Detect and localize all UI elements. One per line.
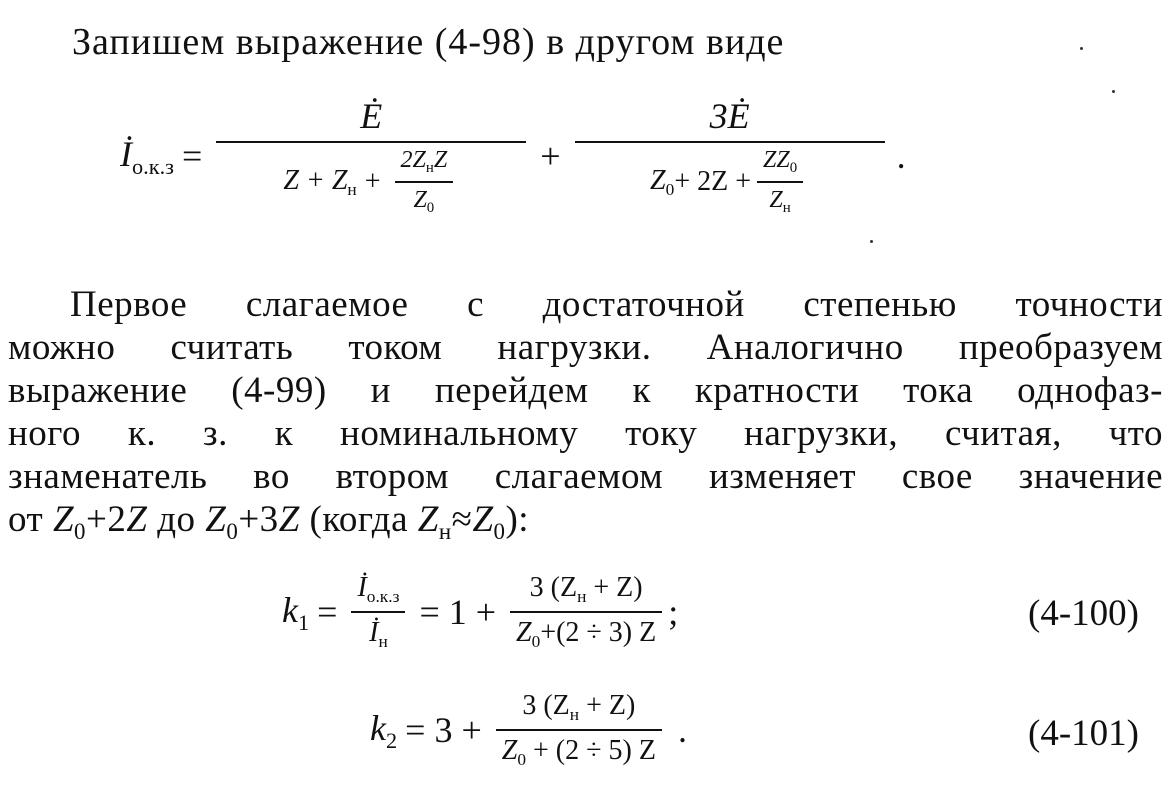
equation-1 bbox=[120, 95, 906, 217]
equation-1-end: . bbox=[896, 136, 906, 177]
k1-fraction: $\frac{3 (Z_н + Z)}{Z_0+(2 \div 3) Z}$ bbox=[510, 572, 662, 652]
equation-4-101: $k_2$ = 3 + $\frac{3 (Z_н + Z)}{Z_0 + (2 \div 5) Z}$ . bbox=[370, 690, 687, 770]
fraction-2-denominator: $Z_0$ + 2Z + $\frac{ZZ_0}{Z_н}$ bbox=[644, 143, 815, 217]
print-speck bbox=[1080, 47, 1083, 50]
paragraph-line: можно считать током нагрузки. Аналогично преобразуем bbox=[8, 327, 1163, 368]
equation-number-4-100: (4-100) bbox=[1028, 593, 1139, 634]
fraction-1-denominator: $Z + Z_н$ + $\frac{2Z_нZ}{Z_0}$ bbox=[277, 143, 465, 217]
paragraph-line: выражение (4-99) и перейдем к кратности тока однофаз- bbox=[8, 370, 1163, 411]
paragraph-line: знаменатель во втором слагаемом изменяет свое значение bbox=[8, 456, 1163, 497]
k1-symbol: $k_1$ bbox=[282, 589, 310, 635]
k2-fraction: $\frac{3 (Z_н + Z)}{Z_0 + (2 \div 5) Z}$ bbox=[496, 690, 662, 770]
paragraph-line: ного к. з. к номинальному току нагрузки, считая, что bbox=[8, 413, 1163, 454]
fraction-1-numerator: Ė bbox=[360, 96, 383, 136]
fraction-2-numerator: 3Ė bbox=[709, 96, 750, 136]
inner-fraction-1: $\frac{2Z_нZ}{Z_0}$ bbox=[395, 147, 454, 217]
equation-4-100: $k_1$ = $\frac{İ_{о.к.з}}{İ_н}$ = 1 + $\frac{3 (Z_н + Z)}{Z_0+(2 \div 3) Z}$ ; bbox=[282, 572, 679, 652]
plus-sign: + bbox=[540, 136, 561, 177]
fraction-2 bbox=[575, 95, 885, 217]
equation-number-4-101: (4-101) bbox=[1028, 713, 1139, 754]
inner-fraction-2: $\frac{ZZ_0}{Z_н}$ bbox=[757, 147, 803, 217]
current-ratio-fraction: $\frac{İ_{о.к.з}}{İ_н}$ bbox=[351, 572, 405, 652]
equals-sign: = bbox=[181, 136, 203, 177]
k2-symbol: $k_2$ bbox=[370, 707, 398, 753]
print-speck bbox=[870, 240, 873, 243]
paragraph-line: Первое слагаемое с достаточной степенью точности bbox=[70, 284, 1163, 325]
print-speck bbox=[1112, 90, 1115, 93]
paragraph-last-line: от $Z_0+2Z$ до $Z_0+3Z$ (когда $Z_н\approx Z_0$): bbox=[8, 499, 530, 545]
intro-text: Запишем выражение (4-98) в другом виде bbox=[72, 21, 785, 63]
lhs-current: $İ_{о.к.з}$ bbox=[120, 133, 174, 179]
body-paragraph bbox=[8, 283, 1163, 553]
fraction-1 bbox=[216, 95, 526, 217]
